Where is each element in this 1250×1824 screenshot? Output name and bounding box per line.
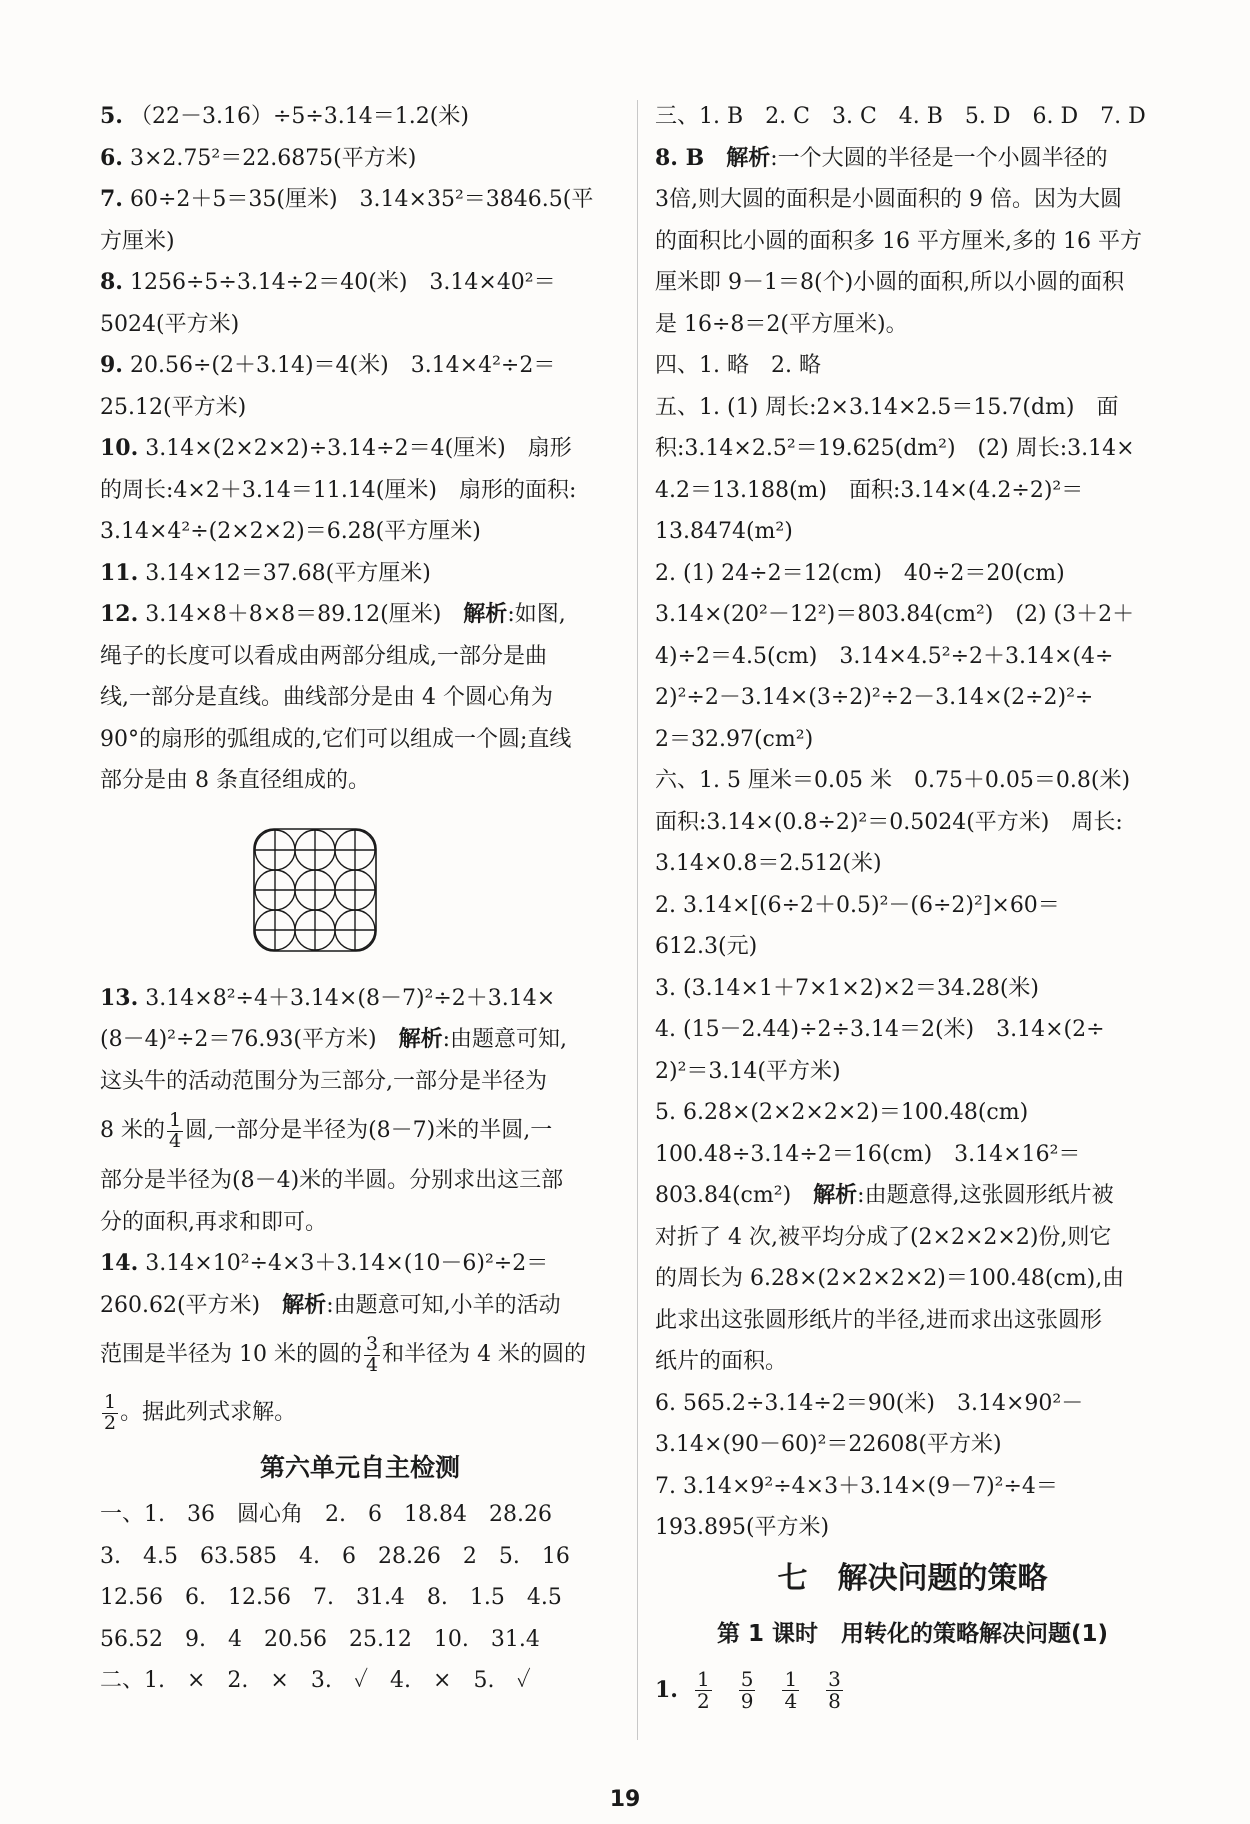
answer-line: 2)²＝3.14(平方米) <box>655 1058 841 1084</box>
fraction: $\frac{3}{8}$ <box>828 1667 841 1713</box>
item-5-analysis: 803.84(cm²) 解析:由题意得,这张圆形纸片被 对折了 4 次,被平均分成了(2×2×2×2)份,则它 的周长为 6.28×(2×2×2×2)＝100.48(cm),由 此求出这张圆形纸片的半径,进而求出这张圆形 纸片的面积。 <box>655 1182 1125 1374</box>
item-12-line: 绳子的长度可以看成由两部分组成,一部分是曲 <box>100 643 547 669</box>
fraction: $\frac{1}{2}$ <box>104 1390 117 1434</box>
answer-line: 3.14×(90－60)²＝22608(平方米) <box>655 1432 1002 1457</box>
item-12-line: 90°的扇形的弧组成的,它们可以组成一个圆;直线 <box>100 726 572 752</box>
answer-line: 5. 6.28×(2×2×2×2)＝100.48(cm) <box>655 1100 1029 1125</box>
page-number: 19 <box>609 1787 641 1812</box>
fraction: $\frac{5}{9}$ <box>740 1667 754 1713</box>
analysis-label: 解析 <box>463 601 508 627</box>
fraction: $\frac{1}{4}$ <box>169 1108 182 1152</box>
answer-line: 5. （22－3.16）÷5÷3.14＝1.2(米) <box>100 103 469 129</box>
answer-line: 56.52 9. 4 20.56 25.12 10. 31.4 <box>100 1626 540 1652</box>
answer-line: 一、1. 36 圆心角 2. 6 18.84 28.26 <box>100 1502 552 1527</box>
answer-line: 三、1. B 2. C 3. C 4. B 5. D 6. D 7. D <box>655 104 1146 129</box>
answer-line: 10. 3.14×(2×2×2)÷3.14÷2＝4(厘米) 扇形 <box>100 435 572 461</box>
rope-circles-figure <box>250 810 380 970</box>
answer-line: 二、1. × 2. × 3. ✓ 4. × 5. ✓ <box>100 1668 531 1693</box>
answer-line: 2)²÷2－3.14×(3÷2)²÷2－3.14×(2÷2)²÷ <box>655 685 1094 710</box>
answer-line: 2. 3.14×[(6÷2＋0.5)²－(6÷2)²]×60＝ <box>655 892 1060 918</box>
answer-line: 612.3(元) <box>655 934 758 959</box>
answer-line: 3.14×4²÷(2×2×2)＝6.28(平方厘米) <box>100 519 481 544</box>
answer-line: 7. 60÷2＋5＝35(厘米) 3.14×35²＝3846.5(平 <box>100 186 594 212</box>
answer-line: 的周长:4×2＋3.14＝11.14(厘米) 扇形的面积: <box>100 477 577 503</box>
left-answer-lines <box>100 96 620 594</box>
analysis-label: 解析 <box>813 1182 858 1208</box>
analysis-label: 解析 <box>726 144 771 171</box>
fraction: $\frac{1}{4}$ <box>784 1667 798 1713</box>
right-column <box>655 96 1170 1721</box>
section-title: 第六单元自主检测 <box>259 1453 460 1482</box>
section-6-answers <box>100 1494 620 1702</box>
item-14: 14. 3.14×10²÷4×3＋3.14×(10－6)²÷2＝ 260.62(平方米) 解析:由题意可知,小羊的活动 范围是半径为 10 米的圆的 $\frac{3}{4}$ 和半径为 4 米的圆的 $\frac{1}{2}$ 。据此列式求解。 <box>100 1250 587 1434</box>
answer-line: 9. 20.56÷(2＋3.14)＝4(米) 3.14×4²÷2＝ <box>100 352 556 378</box>
left-column <box>100 96 620 1702</box>
answer-line: 4)÷2＝4.5(cm) 3.14×4.5²÷2＋3.14×(4÷ <box>655 643 1114 669</box>
answer-line: 2. (1) 24÷2＝12(cm) 40÷2＝20(cm) <box>655 560 1065 586</box>
answer-line: 7. 3.14×9²÷4×3＋3.14×(9－7)²÷4＝ <box>655 1473 1058 1499</box>
answer-line: 12.56 6. 12.56 7. 31.4 8. 1.5 4.5 <box>100 1585 562 1610</box>
item-8: 8. B 解析:一个大圆的半径是一个小圆半径的 3倍,则大圆的面积是小圆面积的 9 倍。因为大圆 的面积比小圆的面积多 16 平方厘米,多的 16 平方 厘米即 9－1＝8(个)小圆的面积,所以小圆的面积 是 16÷8＝2(平方厘米)。 <box>655 144 1142 337</box>
fraction: $\frac{1}{2}$ <box>696 1667 710 1713</box>
answer-line: 6. 565.2÷3.14÷2＝90(米) 3.14×90²－ <box>655 1390 1084 1416</box>
answer-line: 5024(平方米) <box>100 311 240 337</box>
item-13: 13. 3.14×8²÷4＋3.14×(8－7)²÷2＋3.14× (8－4)²÷2＝76.93(平方米) 解析:由题意可知, 这头牛的活动范围分为三部分,一部分是半径为 8 米的 $\frac{1}{4}$ 圆,一部分是半径为(8－7)米的半圆,一 部分是半径为(8－4)米的半圆。分别求出这三部 分的面积,再求和即可。 <box>100 984 567 1235</box>
answer-line: 193.895(平方米) <box>655 1515 830 1540</box>
lesson-title: 第 1 课时 用转化的策略解决问题(1) <box>716 1620 1109 1647</box>
answer-line: 2＝32.97(cm²) <box>655 726 814 752</box>
answer-line: 25.12(平方米) <box>100 394 247 420</box>
answer-line: 面积:3.14×(0.8÷2)²＝0.5024(平方米) 周长: <box>655 809 1123 835</box>
analysis-label: 解析 <box>282 1291 327 1318</box>
last-item-fractions: 1. $\frac{1}{2}$ $\frac{5}{9}$ $\frac{1}{4}$ $\frac{3}{8}$ <box>655 1667 841 1713</box>
right-answer-lines-a <box>655 96 1170 138</box>
right-answer-lines-b <box>655 345 1170 1175</box>
answer-line: 3. 4.5 63.585 4. 6 28.26 2 5. 16 <box>100 1543 570 1569</box>
item-12-line: 线,一部分是直线。曲线部分是由 4 个圆心角为 <box>100 685 553 710</box>
right-answer-lines-c <box>655 1383 1170 1549</box>
analysis-label: 解析 <box>398 1026 443 1052</box>
fraction: $\frac{3}{4}$ <box>365 1332 379 1376</box>
answer-line: 3.14×0.8＝2.512(米) <box>655 851 882 876</box>
answer-line: 五、1. (1) 周长:2×3.14×2.5＝15.7(dm) 面 <box>655 394 1119 420</box>
answer-line: 8. 1256÷5÷3.14÷2＝40(米) 3.14×40²＝ <box>100 269 556 295</box>
item-12 <box>100 594 620 802</box>
answer-line: 4.2＝13.188(m) 面积:3.14×(4.2÷2)²＝ <box>655 477 1084 503</box>
answer-line: 四、1. 略 2. 略 <box>655 353 821 378</box>
answer-line: 3. (3.14×1＋7×1×2)×2＝34.28(米) <box>655 975 1040 1001</box>
answer-line: 100.48÷3.14÷2＝16(cm) 3.14×16²＝ <box>655 1141 1081 1167</box>
answer-line: 11. 3.14×12＝37.68(平方厘米) <box>100 559 431 586</box>
unit-title: 七 解决问题的策略 <box>777 1560 1048 1596</box>
item-12-line: 部分是由 8 条直径组成的。 <box>100 768 370 793</box>
answer-line: 方厘米) <box>100 228 175 254</box>
column-divider <box>637 100 638 1740</box>
answer-line: 13.8474(m²) <box>655 519 793 544</box>
answer-line: 六、1. 5 厘米＝0.05 米 0.75＋0.05＝0.8(米) <box>655 768 1131 793</box>
item-12-line-1: 12. 3.14×8＋8×8＝89.12(厘米) 解析:如图, <box>100 601 566 627</box>
answer-line: 4. (15－2.44)÷2÷3.14＝2(米) 3.14×(2÷ <box>655 1017 1105 1042</box>
answer-line: 6. 3×2.75²＝22.6875(平方米) <box>100 144 417 171</box>
answer-line: 3.14×(20²－12²)＝803.84(cm²) (2) (3＋2＋ <box>655 602 1135 627</box>
answer-line: 积:3.14×2.5²＝19.625(dm²) (2) 周长:3.14× <box>655 436 1135 461</box>
